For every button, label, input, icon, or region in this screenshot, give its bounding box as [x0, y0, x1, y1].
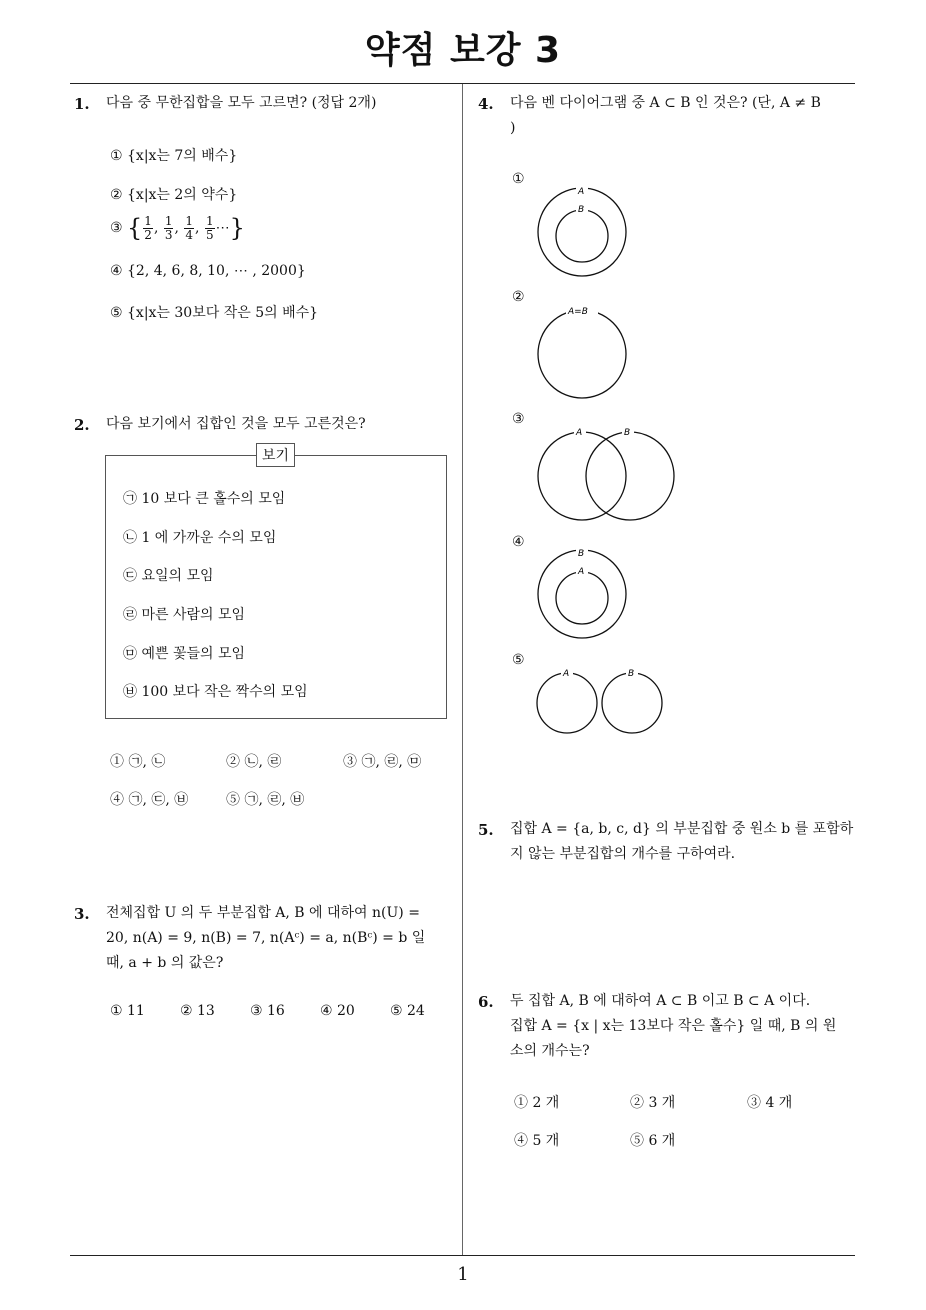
venn-label: B	[624, 428, 631, 438]
q5-line-2: 지 않는 부분집합의 개수를 구하여라.	[510, 846, 736, 862]
q2-option-3[interactable]: ③ ㉠, ㉣, ㉤	[343, 754, 422, 770]
q3-line-2: 20, n(A) = 9, n(B) = 7, n(Aᶜ) = a, n(Bᶜ) = b 일	[106, 930, 426, 946]
q6-number: 6.	[478, 993, 494, 1011]
q3-option-5[interactable]: ⑤ 24	[390, 1003, 425, 1019]
q1-option-5[interactable]: ⑤ {x|x는 30보다 작은 5의 배수}	[110, 305, 319, 321]
q6-line-2: 집합 A = {x | x는 13보다 작은 홀수} 일 때, B 의 원	[510, 1018, 837, 1034]
q4-line-1: 다음 벤 다이어그램 중 A ⊂ B 인 것은? (단, A ≠ B	[510, 95, 821, 111]
q1-text: 다음 중 무한집합을 모두 고르면? (정답 2개)	[106, 95, 377, 111]
q3-option-3[interactable]: ③ 16	[250, 1003, 285, 1019]
venn-label: B	[578, 205, 585, 215]
q2-option-5[interactable]: ⑤ ㉠, ㉣, ㉥	[226, 792, 305, 808]
example-item-1: ㉠ 10 보다 큰 홀수의 모임	[123, 491, 286, 507]
q4-line-2: )	[510, 120, 516, 136]
q4-option-1-mark[interactable]: ①	[512, 171, 525, 187]
venn-circle	[538, 310, 626, 398]
venn-label: A	[578, 567, 585, 577]
venn-circle	[538, 432, 626, 520]
q1-number: 1.	[74, 95, 90, 113]
q6-option-3[interactable]: ③ 4 개	[747, 1095, 793, 1111]
fraction: $\frac{1}{4}$	[185, 213, 194, 242]
fraction: $\frac{1}{5}$	[205, 213, 214, 242]
venn-label: B	[628, 669, 635, 679]
q6-option-4[interactable]: ④ 5 개	[514, 1133, 560, 1149]
q3-option-1[interactable]: ① 11	[110, 1003, 145, 1019]
q6-option-5[interactable]: ⑤ 6 개	[630, 1133, 676, 1149]
example-box-label: 보기	[256, 443, 295, 467]
q3-option-4[interactable]: ④ 20	[320, 1003, 355, 1019]
q2-option-1[interactable]: ① ㉠, ㉡	[110, 754, 166, 770]
venn-diagram-1[interactable]	[530, 185, 634, 279]
q4-option-2-mark[interactable]: ②	[512, 289, 525, 305]
q3-line-1: 전체집합 U 의 두 부분집합 A, B 에 대하여 n(U) =	[106, 905, 420, 921]
q6-option-1[interactable]: ① 2 개	[514, 1095, 560, 1111]
page-number: 1	[457, 1264, 469, 1285]
q1-option-3[interactable]: ③ { $\frac{1}{2}$ , $\frac{1}{3}$ , $\frac{1}{4}$ , $\frac{1}{5}$ ⋯}	[110, 213, 245, 242]
venn-circle	[556, 572, 608, 624]
q4-number: 4.	[478, 95, 494, 113]
page-title: 약점 보강 3	[364, 30, 562, 71]
venn-circle	[602, 673, 662, 733]
q5-number: 5.	[478, 821, 494, 839]
q2-option-2[interactable]: ② ㉡, ㉣	[226, 754, 282, 770]
q5-line-1: 집합 A = {a, b, c, d} 의 부분집합 중 원소 b 를 포함하	[510, 821, 854, 837]
q6-line-3: 소의 개수는?	[510, 1043, 590, 1059]
venn-diagram-3[interactable]	[530, 424, 682, 524]
venn-circle	[537, 673, 597, 733]
venn-label: B	[578, 549, 585, 559]
q3-number: 3.	[74, 905, 90, 923]
q3-line-3: 때, a + b 의 값은?	[106, 955, 224, 971]
venn-label: A	[563, 669, 570, 679]
q1-option-1[interactable]: ① {x|x는 7의 배수}	[110, 148, 238, 164]
venn-label: A	[576, 428, 583, 438]
venn-diagram-5[interactable]	[530, 665, 670, 737]
q6-line-1: 두 집합 A, B 에 대하여 A ⊂ B 이고 B ⊂ A 이다.	[510, 993, 811, 1009]
venn-circle	[538, 550, 626, 638]
example-item-4: ㉣ 마른 사람의 모임	[123, 607, 246, 623]
venn-label: A=B	[568, 307, 588, 317]
q2-number: 2.	[74, 416, 90, 434]
q2-text: 다음 보기에서 집합인 것을 모두 고른것은?	[106, 416, 366, 432]
q1-option-2[interactable]: ② {x|x는 2의 약수}	[110, 187, 238, 203]
bottom-divider	[70, 1255, 855, 1256]
q4-option-4-mark[interactable]: ④	[512, 534, 525, 550]
q1-option-4[interactable]: ④ {2, 4, 6, 8, 10, ⋯ , 2000}	[110, 263, 306, 279]
fraction: $\frac{1}{2}$	[144, 213, 152, 242]
venn-circle	[556, 210, 608, 262]
q3-option-2[interactable]: ② 13	[180, 1003, 215, 1019]
example-item-5: ㉤ 예쁜 꽃들의 모임	[123, 646, 246, 662]
q6-option-2[interactable]: ② 3 개	[630, 1095, 676, 1111]
q4-option-3-mark[interactable]: ③	[512, 411, 525, 427]
q4-option-5-mark[interactable]: ⑤	[512, 652, 525, 668]
example-item-6: ㉥ 100 보다 작은 짝수의 모임	[123, 684, 308, 700]
q2-option-4[interactable]: ④ ㉠, ㉢, ㉥	[110, 792, 189, 808]
venn-diagram-4[interactable]	[530, 547, 634, 641]
venn-diagram-2[interactable]	[530, 302, 634, 402]
column-divider	[462, 84, 463, 1256]
venn-label: A	[578, 187, 585, 197]
venn-circle	[538, 188, 626, 276]
example-item-3: ㉢ 요일의 모임	[123, 568, 214, 584]
example-item-2: ㉡ 1 에 가까운 수의 모임	[123, 530, 277, 546]
venn-circle	[586, 432, 674, 520]
fraction: $\frac{1}{3}$	[164, 213, 173, 242]
